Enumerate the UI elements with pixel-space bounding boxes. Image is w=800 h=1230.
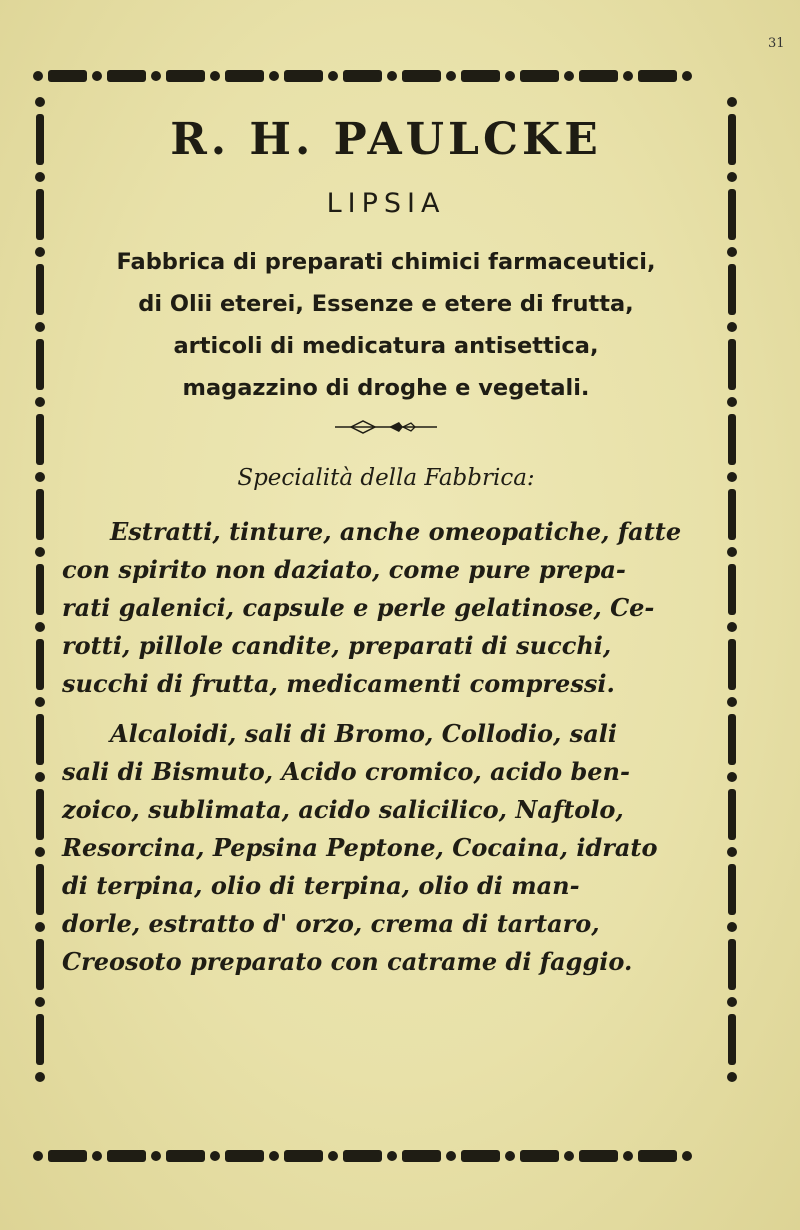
border-bar bbox=[728, 414, 736, 465]
border-bar bbox=[107, 1150, 146, 1162]
border-dot bbox=[505, 71, 515, 81]
border-dot bbox=[446, 71, 456, 81]
products-paragraph-2 bbox=[62, 715, 710, 981]
border-dot bbox=[727, 547, 737, 557]
border-bar bbox=[36, 414, 44, 465]
border-dot bbox=[35, 172, 45, 182]
border-dot bbox=[623, 71, 633, 81]
paragraph-line: rotti, pillole candite, preparati di succhi, bbox=[62, 631, 612, 660]
border-dot bbox=[269, 71, 279, 81]
border-dot bbox=[505, 1151, 515, 1161]
border-dot bbox=[727, 622, 737, 632]
border-bar bbox=[284, 1150, 323, 1162]
border-bar bbox=[343, 1150, 382, 1162]
border-bar bbox=[36, 339, 44, 390]
border-bar bbox=[579, 1150, 618, 1162]
description-line: articoli di medicatura antisettica, bbox=[173, 333, 599, 359]
border-bar bbox=[36, 564, 44, 615]
border-bar bbox=[728, 489, 736, 540]
border-bar bbox=[36, 489, 44, 540]
border-bar bbox=[520, 70, 559, 82]
city-name: LIPSIA bbox=[326, 188, 446, 219]
border-dot bbox=[92, 71, 102, 81]
description-line: Fabbrica di preparati chimici farmaceutici, bbox=[116, 249, 656, 275]
border-bar bbox=[36, 639, 44, 690]
border-dot bbox=[328, 1151, 338, 1161]
border-bar bbox=[728, 339, 736, 390]
description-line: magazzino di droghe e vegetali. bbox=[182, 375, 590, 401]
border-dot bbox=[727, 922, 737, 932]
border-dot bbox=[33, 1151, 43, 1161]
border-dot bbox=[35, 472, 45, 482]
border-bar bbox=[107, 70, 146, 82]
border-bar bbox=[728, 189, 736, 240]
border-dot bbox=[727, 322, 737, 332]
border-bar bbox=[36, 1014, 44, 1065]
border-bar bbox=[36, 264, 44, 315]
products-paragraph-1 bbox=[62, 513, 710, 703]
border-dot bbox=[446, 1151, 456, 1161]
border-bar bbox=[36, 789, 44, 840]
border-dot bbox=[623, 1151, 633, 1161]
border-dot bbox=[35, 922, 45, 932]
border-dot bbox=[727, 472, 737, 482]
border-bar bbox=[728, 639, 736, 690]
border-dot bbox=[682, 71, 692, 81]
border-dot bbox=[727, 697, 737, 707]
border-bar bbox=[402, 70, 441, 82]
border-dot bbox=[151, 71, 161, 81]
border-bar bbox=[48, 70, 87, 82]
border-bar bbox=[728, 714, 736, 765]
border-dot bbox=[210, 1151, 220, 1161]
border-dot bbox=[727, 247, 737, 257]
border-bar bbox=[36, 714, 44, 765]
border-dot bbox=[564, 71, 574, 81]
paragraph-line: dorle, estratto d' orzo, crema di tartaro, bbox=[62, 909, 600, 938]
border-bar bbox=[728, 1014, 736, 1065]
border-bar bbox=[461, 1150, 500, 1162]
border-dot bbox=[682, 1151, 692, 1161]
border-dot bbox=[328, 71, 338, 81]
paragraph-line: con spirito non daziato, come pure prepa- bbox=[62, 555, 626, 584]
border-bar bbox=[36, 939, 44, 990]
border-dot bbox=[727, 847, 737, 857]
border-bar bbox=[728, 564, 736, 615]
border-dot bbox=[727, 1072, 737, 1082]
ornamental-frame bbox=[32, 62, 740, 1170]
paragraph-line: succhi di frutta, medicamenti compressi. bbox=[62, 669, 615, 698]
border-bar bbox=[728, 789, 736, 840]
border-dot bbox=[33, 71, 43, 81]
company-name: R. H. PAULCKE bbox=[170, 114, 602, 165]
border-bar bbox=[48, 1150, 87, 1162]
border-bar bbox=[638, 70, 677, 82]
border-bar bbox=[225, 70, 264, 82]
border-dot bbox=[151, 1151, 161, 1161]
border-bar bbox=[343, 70, 382, 82]
border-bar bbox=[402, 1150, 441, 1162]
border-bar bbox=[166, 70, 205, 82]
border-bar bbox=[36, 189, 44, 240]
flourish-ornament bbox=[331, 419, 441, 435]
border-dot bbox=[92, 1151, 102, 1161]
border-dot bbox=[35, 997, 45, 1007]
border-dot bbox=[35, 322, 45, 332]
border-bar bbox=[638, 1150, 677, 1162]
paragraph-line: Resorcina, Pepsina Peptone, Cocaina, idrato bbox=[62, 833, 658, 862]
border-dot bbox=[727, 172, 737, 182]
company-description bbox=[62, 241, 710, 409]
paragraph-line: rati galenici, capsule e perle gelatinose, Ce- bbox=[62, 593, 655, 622]
border-bar bbox=[520, 1150, 559, 1162]
border-dot bbox=[35, 772, 45, 782]
paragraph-line: zoico, sublimata, acido salicilico, Naftolo, bbox=[62, 795, 624, 824]
border-bar bbox=[166, 1150, 205, 1162]
paragraph-line: Alcaloidi, sali di Bromo, Collodio, sali bbox=[110, 719, 617, 748]
border-dot bbox=[727, 997, 737, 1007]
border-dot bbox=[35, 622, 45, 632]
paragraph-line: sali di Bismuto, Acido cromico, acido ben- bbox=[62, 757, 630, 786]
specialty-heading: Specialità della Fabbrica: bbox=[237, 465, 535, 491]
border-dot bbox=[210, 71, 220, 81]
border-dot bbox=[727, 97, 737, 107]
border-dot bbox=[35, 697, 45, 707]
description-line: di Olii eterei, Essenze e etere di frutta, bbox=[138, 291, 634, 317]
border-dot bbox=[727, 772, 737, 782]
border-dot bbox=[35, 547, 45, 557]
border-bar bbox=[728, 114, 736, 165]
advertisement-content bbox=[62, 92, 710, 981]
border-dot bbox=[564, 1151, 574, 1161]
page-number: 31 bbox=[768, 36, 785, 51]
paragraph-line: di terpina, olio di terpina, olio di man- bbox=[62, 871, 580, 900]
border-dot bbox=[35, 247, 45, 257]
border-bar bbox=[728, 939, 736, 990]
paragraph-line: Creosoto preparato con catrame di faggio. bbox=[62, 947, 633, 976]
border-bar bbox=[728, 864, 736, 915]
border-dot bbox=[269, 1151, 279, 1161]
border-bar bbox=[36, 864, 44, 915]
border-bar bbox=[461, 70, 500, 82]
border-bar bbox=[225, 1150, 264, 1162]
paragraph-line: Estratti, tinture, anche omeopatiche, fatte bbox=[110, 517, 682, 546]
border-bar bbox=[579, 70, 618, 82]
border-bar bbox=[284, 70, 323, 82]
border-dot bbox=[35, 847, 45, 857]
border-dot bbox=[387, 1151, 397, 1161]
border-bar bbox=[728, 264, 736, 315]
border-dot bbox=[387, 71, 397, 81]
border-dot bbox=[727, 397, 737, 407]
border-bar bbox=[36, 114, 44, 165]
border-dot bbox=[35, 1072, 45, 1082]
border-dot bbox=[35, 397, 45, 407]
border-dot bbox=[35, 97, 45, 107]
